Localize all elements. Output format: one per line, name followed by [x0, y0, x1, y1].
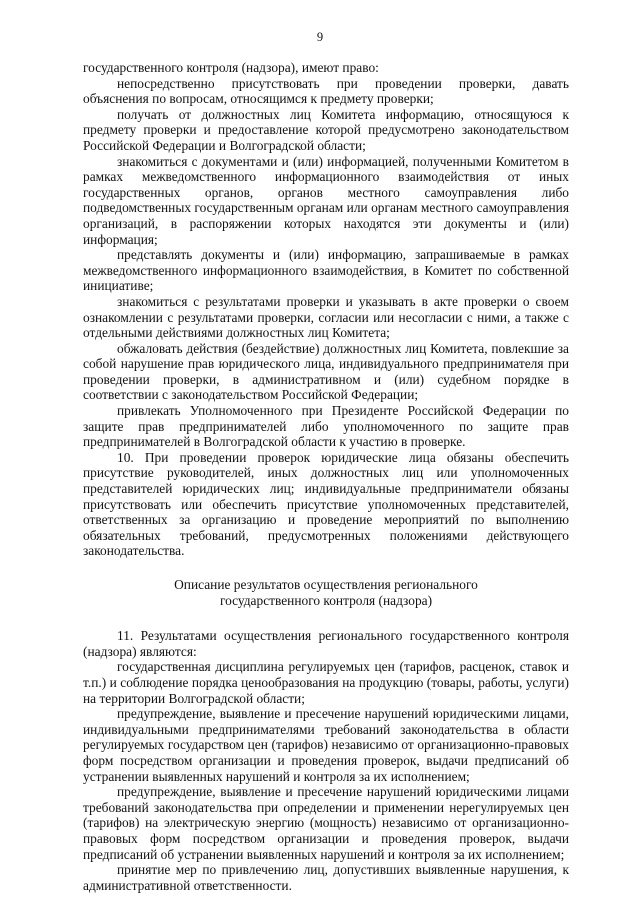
section-heading: Описание результатов осуществления регионального государственного контроля (надзора) [174, 577, 478, 608]
paragraph: знакомиться с документами и (или) информацией, полученными Комитетом в рамках межведомственного информационного взаимодействия от иных государственных органов, органов местного самоуправления либо подведомственных государственным органам или органам местного самоуправления организаций, в распоряжении которых находятся эти документы и (или) информация; [83, 153, 569, 247]
paragraph: принятие мер по привлечению лиц, допустивших выявленные нарушения, к административной ответственности. [83, 862, 569, 893]
paragraph-item-10: 10. При проведении проверок юридические лица обязаны обеспечить присутствие руководителей, иных должностных лиц или уполномоченных представителей юридических лиц; индивидуальные предприниматели обязаны присутствовать или обеспечить присутствие уполномоченных представителей, ответственных за организацию и проведение мероприятий по выполнению обязательных требований, предусмотренных положениями действующего законодательства. [83, 449, 569, 559]
paragraph: получать от должностных лиц Комитета информацию, относящуюся к предмету проверки и предоставление которой предусмотрено законодательством Российской Федерации и Волгоградской области; [83, 106, 569, 153]
paragraph: знакомиться с результатами проверки и указывать в акте проверки о своем ознакомлении с результатами проверки, согласии или несогласии с ними, а также с отдельными действиями должностных лиц Комитета; [83, 293, 569, 341]
paragraph: государственного контроля (надзора), имеют право: [83, 60, 379, 75]
paragraph: предупреждение, выявление и пресечение нарушений юридическими лицами требований законодательства при определении и применении нерегулируемых цен (тарифов) на электрическую энергию (мощность) независимо от организационно-правовых форм посредством организации и проведения проверок, выдачи предписаний об устранении выявленных нарушений и контроля за их исполнением; [83, 784, 569, 862]
page-number: 9 [316, 30, 324, 44]
paragraph: привлекать Уполномоченного при Президенте Российской Федерации по защите прав предпринимателей либо уполномоченного по защите прав предпринимателей в Волгоградской области к участию в проверке. [83, 403, 569, 450]
paragraph: государственная дисциплина регулируемых цен (тарифов, расценок, ставок и т.п.) и соблюдение порядка ценообразования на продукцию (товары, работы, услуги) на территории Волгоградской области; [83, 659, 569, 706]
paragraph: представлять документы и (или) информацию, запрашиваемые в рамках межведомственного информационного взаимодействия, в Комитет по собственной инициативе; [83, 247, 569, 294]
paragraph: непосредственно присутствовать при проведении проверки, давать объяснения по вопросам, относящимся к предмету проверки; [83, 75, 569, 107]
document-body [83, 60, 569, 893]
paragraph-item-11: 11. Результатами осуществления регионального государственного контроля (надзора) являются: [83, 628, 569, 659]
paragraph: обжаловать действия (бездействие) должностных лиц Комитета, повлекшие за собой нарушение прав юридического лица, индивидуального предпринимателя при проведении проверки, в административном и (или) судебном порядке в соответствии с законодательством Российской Федерации; [83, 340, 569, 403]
paragraph: предупреждение, выявление и пресечение нарушений юридическими лицами, индивидуальными предпринимателями требований законодательства в области регулируемых государством цен (тарифов) независимо от организационно-правовых форм посредством организации и проведения проверок, выдачи предписаний об устранении выявленных нарушений и контроля за их исполнением; [83, 706, 569, 784]
